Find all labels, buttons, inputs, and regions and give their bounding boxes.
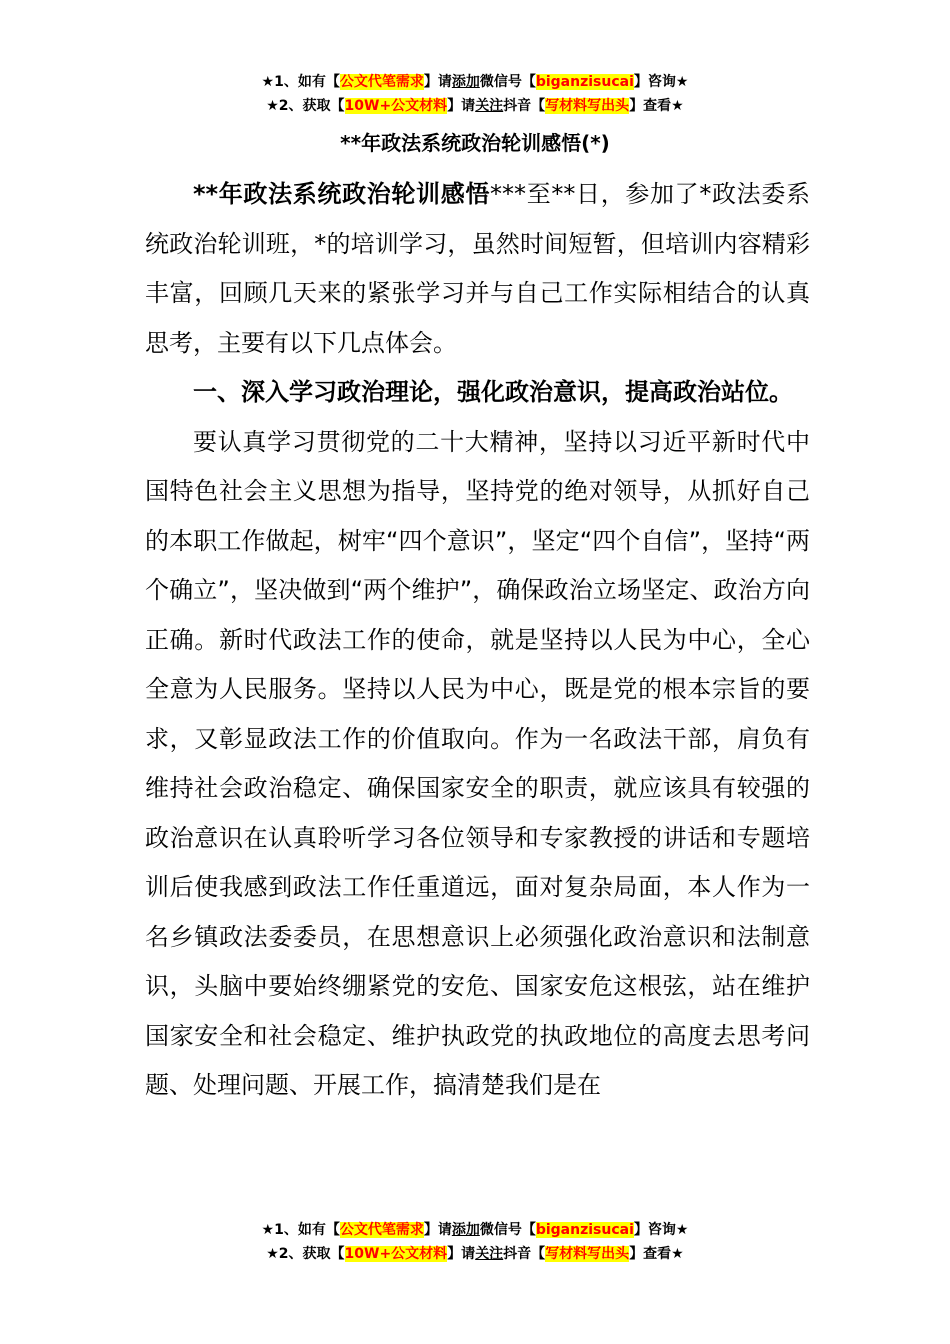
banner-text: 】请 — [423, 1222, 452, 1238]
banner-text: ★1、如有【 — [261, 1222, 340, 1238]
banner-highlight: 10W+公文材料 — [344, 98, 448, 114]
banner-text: 】请 — [423, 74, 452, 90]
section-1-body: 要认真学习贯彻党的二十大精神，坚持以习近平新时代中国特色社会主义思想为指导，坚持党的绝对领导，从抓好自己的本职工作做起，树牢“四个意识”，坚定“四个自信”，坚持“两个确立”，坚决做到“两个维护”，确保政治立场坚定、政治方向正确。新时代政法工作的使命，就是坚持以人民为中心，全心全意为人民服务。坚持以人民为中心，既是党的根本宗旨的要求，又彰显政法工作的价值取向。作为一名政法干部，肩负有维持社会政治稳定、确保国家安全的职责，就应该具有较强的政治意识在认真聆听学习各位领导和专家教授的讲话和专题培训后使我感到政法工作任重道远，面对复杂局面，本人作为一名乡镇政法委委员，在思想意识上必须强化政治意识和法制意识，头脑中要始终绷紧党的安危、国家安危这根弦，站在维护国家安全和社会稳定、维护执政党的执政地位的高度去思考问题、处理问题、开展工作，搞清楚我们是在 — [145, 427, 810, 1099]
banner-underline: 关注 — [475, 98, 504, 114]
banner-text: 】咨询★ — [633, 74, 689, 90]
footer-banner-line-1 — [0, 1218, 950, 1242]
header-banner — [0, 70, 950, 118]
banner-text: 抖音【 — [503, 1246, 546, 1262]
footer-banner-line-2 — [0, 1242, 950, 1266]
banner-underline: 添加 — [451, 74, 480, 90]
banner-text: 】请 — [447, 98, 476, 114]
banner-text: 微信号【 — [479, 74, 536, 90]
intro-bold-lead: **年政法系统政治轮训感悟 — [193, 180, 491, 208]
banner-highlight: 公文代笔需求 — [339, 74, 424, 90]
document-body — [145, 170, 810, 1111]
banner-text: 抖音【 — [503, 98, 546, 114]
intro-text: ***至**日，参加了*政法委系统政治轮训班，*的培训学习，虽然时间短暂，但培训内容精彩丰富，回顾几天来的紧张学习并与自己工作实际相结合的认真思考，主要有以下几点体会。 — [145, 180, 810, 357]
banner-text: ★2、获取【 — [266, 1246, 345, 1262]
banner-text: 】查看★ — [629, 98, 684, 114]
header-banner-line-2 — [0, 94, 950, 118]
banner-text: 】咨询★ — [633, 1222, 689, 1238]
banner-text: ★2、获取【 — [266, 98, 345, 114]
banner-text: 微信号【 — [479, 1222, 536, 1238]
banner-highlight: biganzisucai — [535, 74, 634, 90]
banner-text: ★1、如有【 — [261, 74, 340, 90]
banner-text: 】请 — [447, 1246, 476, 1262]
footer-banner — [0, 1218, 950, 1266]
section-1-heading: 一、深入学习政治理论，强化政治意识，提高政治站位。 — [193, 378, 793, 406]
banner-highlight: 写材料写出头 — [545, 1246, 630, 1262]
header-banner-line-1 — [0, 70, 950, 94]
banner-highlight: biganzisucai — [535, 1222, 634, 1238]
banner-highlight: 公文代笔需求 — [339, 1222, 424, 1238]
banner-underline: 关注 — [475, 1246, 504, 1262]
intro-paragraph — [145, 170, 810, 368]
document-title: **年政法系统政治轮训感悟(*) — [340, 131, 610, 155]
banner-underline: 添加 — [451, 1222, 480, 1238]
banner-highlight: 写材料写出头 — [545, 98, 630, 114]
banner-text: 】查看★ — [629, 1246, 684, 1262]
banner-highlight: 10W+公文材料 — [344, 1246, 448, 1262]
